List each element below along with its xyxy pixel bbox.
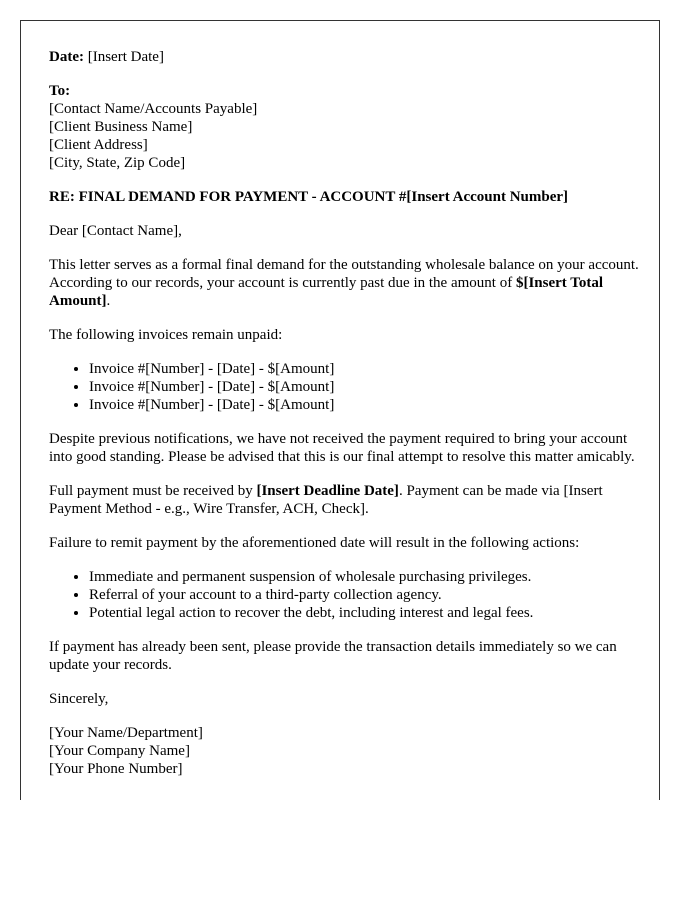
consequence-item: • Referral of your account to a third-party collection agency. [89,586,639,604]
intro-end: . [106,293,111,309]
consequences-list [49,568,639,622]
deadline-date: [Insert Deadline Date] [256,483,399,499]
intro-amount: $[Insert Total Amount] [49,275,604,309]
recipient-block [49,82,639,172]
closing-note: If payment has already been sent, please provide the transaction details immediately so we can update your records. [49,639,617,673]
subject-line [49,188,639,206]
invoice-item: • Invoice #[Number] - [Date] - $[Amount] [89,378,639,396]
recipient-contact: [Contact Name/Accounts Payable] [49,101,258,117]
signature-name: [Your Name/Department] [49,725,203,741]
notice-paragraph: Despite previous notifications, we have not received the payment required to bring your account into good standing. Please be advised that this is our final attempt to resolve this matter amicably. [49,431,635,465]
date-line [49,48,639,66]
deadline-before: Full payment must be received by [49,483,257,499]
consequence-item: • Immediate and permanent suspension of wholesale purchasing privileges. [89,568,639,586]
deadline-after: . Payment can be made via [Insert Payment Method - e.g., Wire Transfer, ACH, Check]. [49,483,603,517]
signature-block [49,724,639,778]
deadline-paragraph [49,482,639,518]
recipient-city: [City, State, Zip Code] [49,155,186,171]
invoices-lead: The following invoices remain unpaid: [49,327,283,343]
signature-phone: [Your Phone Number] [49,761,183,777]
signoff: Sincerely, [49,691,109,707]
recipient-address: [Client Address] [49,137,148,153]
invoice-item: • Invoice #[Number] - [Date] - $[Amount] [89,360,639,378]
invoice-item: • Invoice #[Number] - [Date] - $[Amount] [89,396,639,414]
letter-body [49,48,639,778]
consequences-lead: Failure to remit payment by the aforementioned date will result in the following actions: [49,535,580,551]
signature-company: [Your Company Name] [49,743,190,759]
recipient-business: [Client Business Name] [49,119,193,135]
salutation: Dear [Contact Name], [49,223,182,239]
invoice-list [49,360,639,414]
letter-page [20,20,660,800]
intro-text: This letter serves as a formal final demand for the outstanding wholesale balance on your account. According to our records, your account is currently past due in the amount of [49,257,639,291]
subject-text: RE: FINAL DEMAND FOR PAYMENT - ACCOUNT #[Insert Account Number] [49,189,569,205]
date-value: [Insert Date] [83,49,164,65]
recipient-label: To: [49,83,71,99]
consequence-item: • Potential legal action to recover the debt, including interest and legal fees. [89,604,639,622]
date-label: Date: [49,49,84,65]
intro-paragraph [49,256,639,310]
